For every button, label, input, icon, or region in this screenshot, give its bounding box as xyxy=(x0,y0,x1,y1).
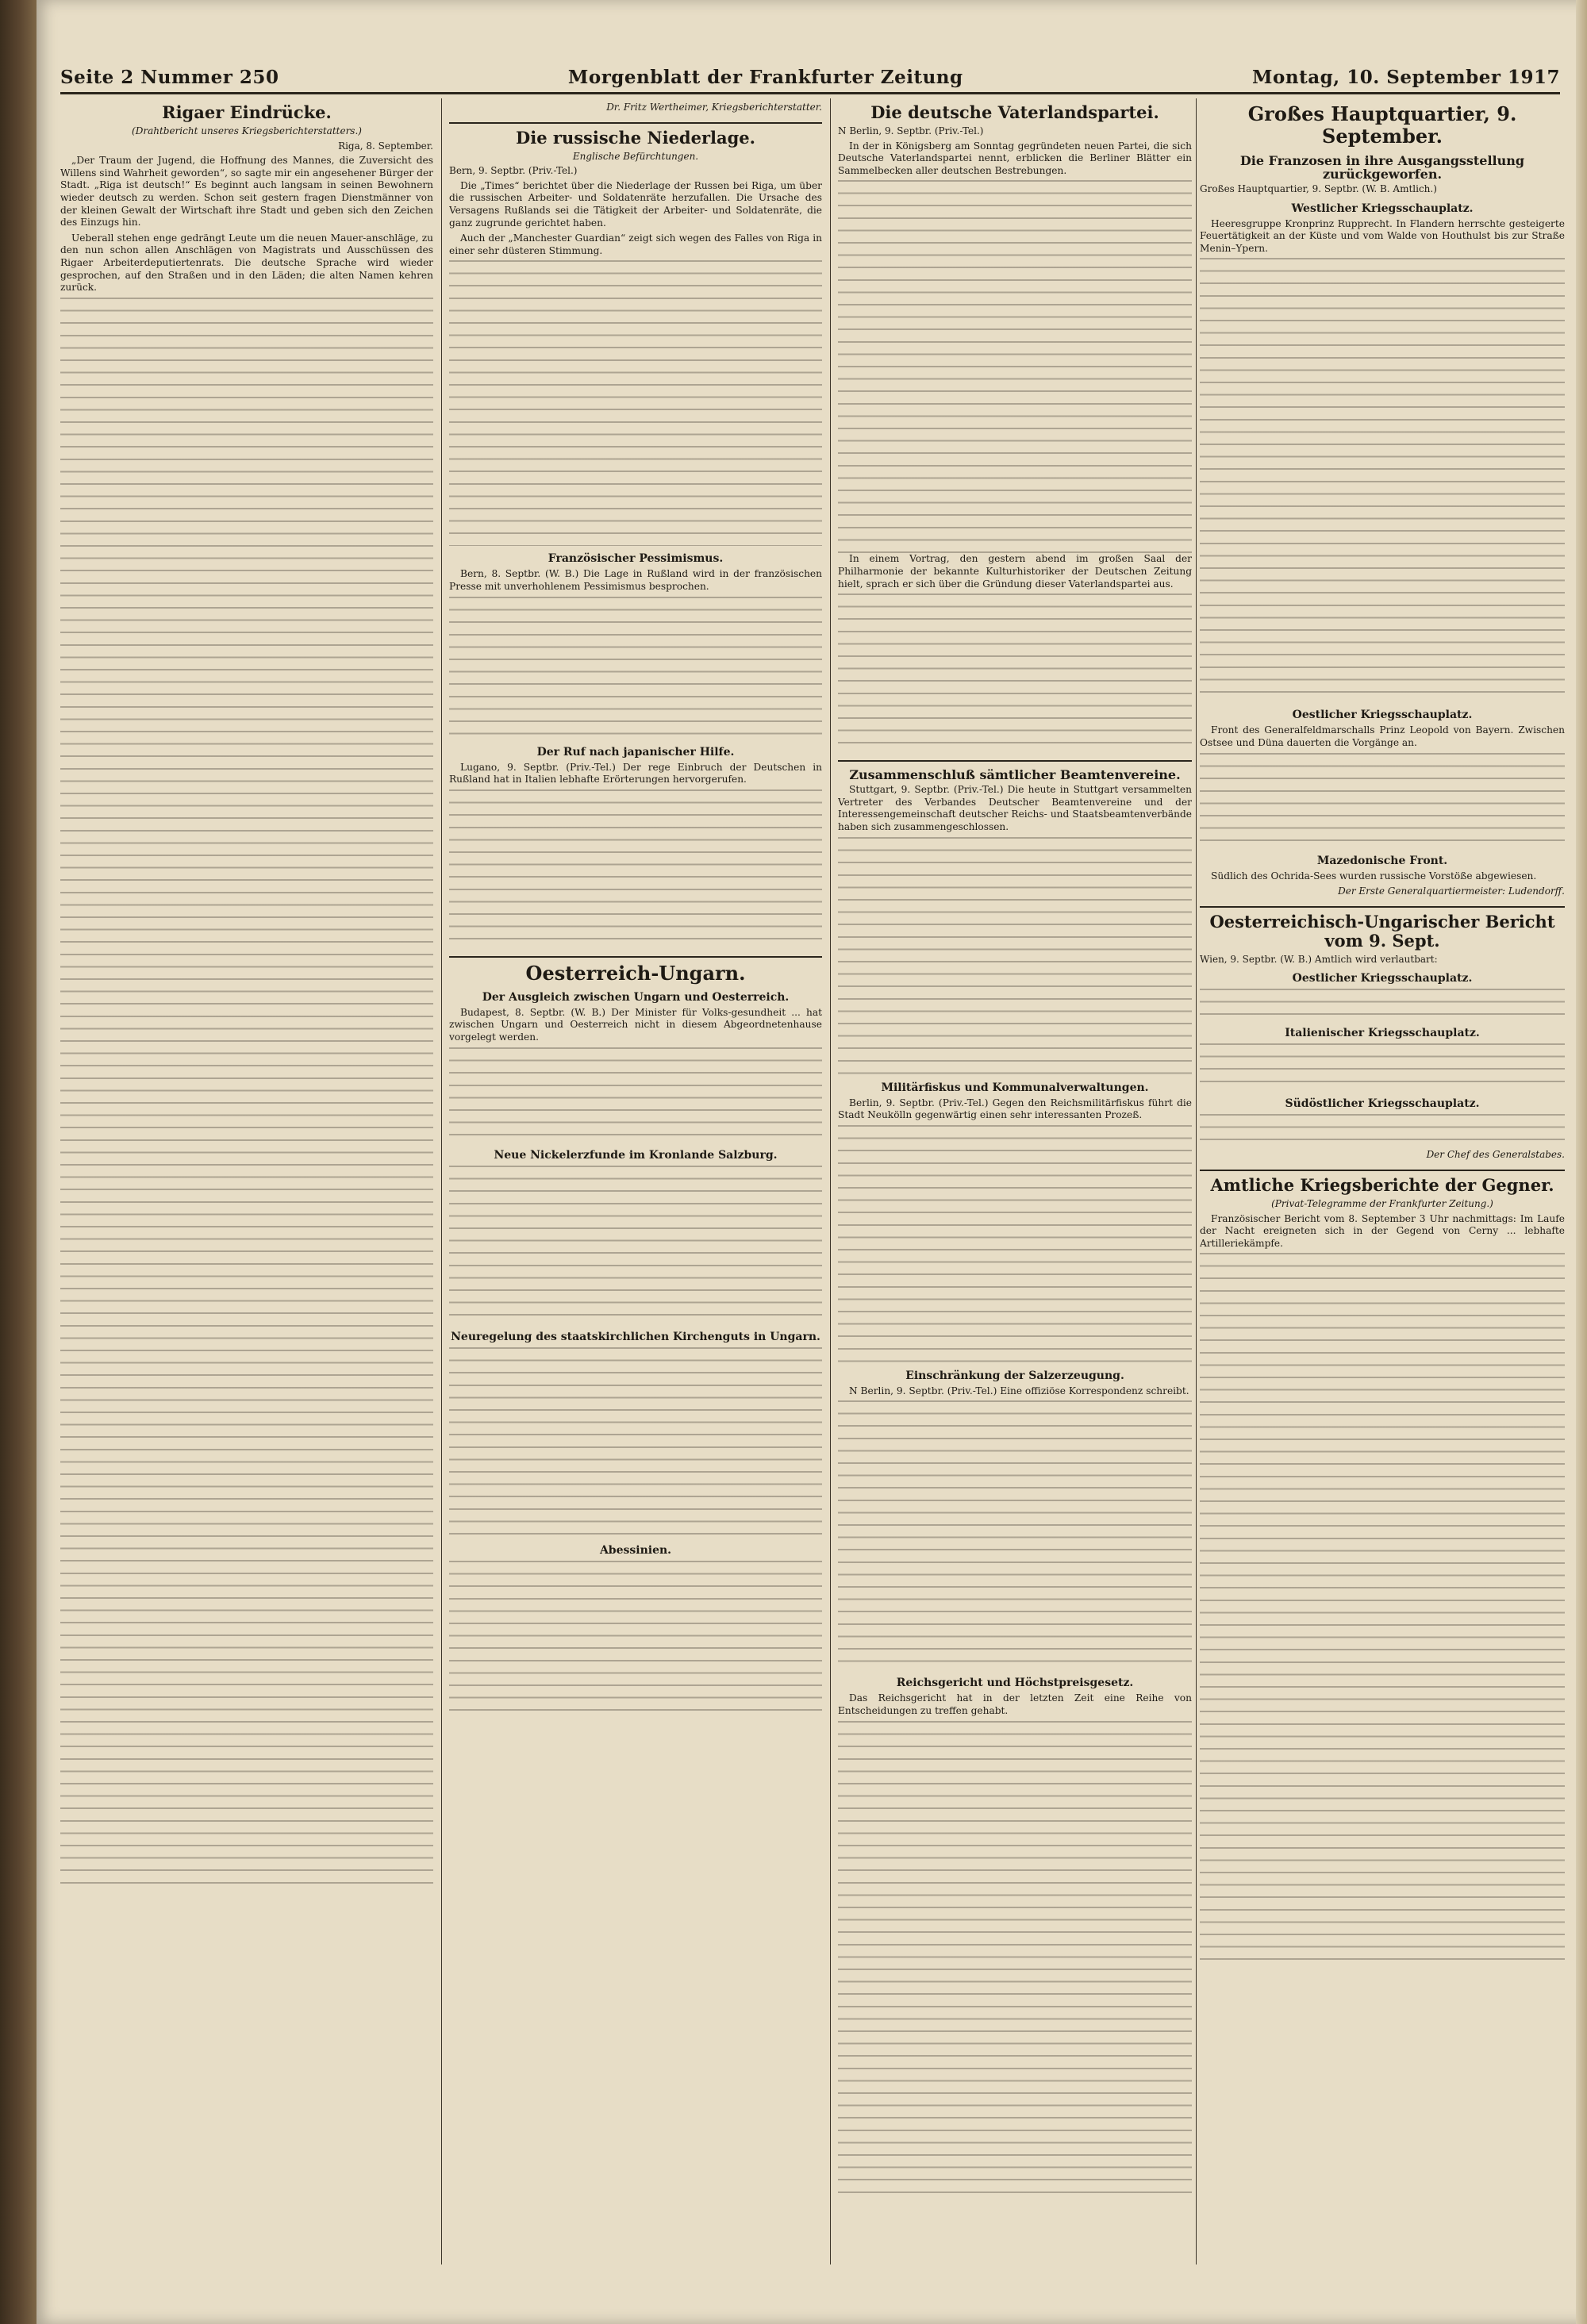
body-text-lines xyxy=(838,180,1192,553)
separator xyxy=(449,122,822,124)
dateline: Riga, 8. September. xyxy=(338,140,433,152)
section-heading: Neue Nickelerzfunde im Kronlande Salzburg. xyxy=(494,1148,778,1162)
column-3 xyxy=(838,98,1192,2264)
signoff: Der Chef des Generalstabes. xyxy=(1426,1149,1565,1161)
header-date: Montag, 10. September 1917 xyxy=(1252,66,1560,88)
signoff: Der Erste Generalquartiermeister: Ludendorff. xyxy=(1338,885,1565,897)
separator xyxy=(449,956,822,958)
body-text-lines xyxy=(1200,989,1565,1020)
article-title: Amtliche Kriegsberichte der Gegner. xyxy=(1210,1174,1554,1195)
separator xyxy=(1200,1170,1565,1171)
article-title: Rigaer Eindrücke. xyxy=(162,102,332,122)
column-2 xyxy=(449,98,822,2264)
paragraph: Das Reichsgericht hat in der letzten Zeit eine Reihe von Entscheidungen zu treffen gehabt. xyxy=(838,1692,1192,1716)
section-heading: Oestlicher Kriegsschauplatz. xyxy=(1292,972,1473,985)
dateline: Großes Hauptquartier, 9. Septbr. (W. B. Amtlich.) xyxy=(1200,183,1437,194)
section-heading: Westlicher Kriegsschauplatz. xyxy=(1291,202,1474,215)
body-text-lines xyxy=(449,597,822,739)
dateline: N Berlin, 9. Septbr. (Priv.-Tel.) xyxy=(838,125,984,136)
body-text-lines xyxy=(838,837,1192,1075)
article-title: Die deutsche Vaterlandspartei. xyxy=(870,102,1159,122)
section-heading: Oestlicher Kriegsschauplatz. xyxy=(1292,709,1473,722)
section-heading: Militärfiskus und Kommunalverwaltungen. xyxy=(881,1081,1149,1094)
article-title: Großes Hauptquartier, 9. September. xyxy=(1247,102,1517,148)
column-4 xyxy=(1200,98,1565,2264)
paragraph: In einem Vortrag, den gestern abend im großen Saal der Philharmonie der bekannte Kulturhistoriker der Deutschen Zeitung hielt, sprach er sich über die Gründung dieser Vaterlandspartei aus. xyxy=(838,553,1192,590)
body-text-lines xyxy=(838,1125,1192,1363)
body-text-lines xyxy=(449,260,822,546)
article-subtitle: (Privat-Telegramme der Frankfurter Zeitung.) xyxy=(1271,1197,1493,1209)
paragraph: Auch der „Manchester Guardian“ zeigt sich wegen des Falles von Riga in einer sehr düsteren Stimmung. xyxy=(449,232,822,256)
paragraph: „Der Traum der Jugend, die Hoffnung des Mannes, die Zuversicht des Willens sind Wahrheit geworden“, so sagte mir ein angesehener Bürger der Stadt. „Riga ist deutsch!“ Es beginnt auch langsam in seinen Bewohnern wieder deutsch zu werden. Schon seit gestern fragen Dienstmänner von der kleinen Gewalt der Wirtschaft ihre Stadt und geben sich den Zeichen des Einzugs hin. xyxy=(60,155,433,229)
page-header xyxy=(60,62,1560,94)
article-subtitle: (Drahtbericht unseres Kriegsberichterstatters.) xyxy=(132,125,362,136)
section-heading: Der Ruf nach japanischer Hilfe. xyxy=(536,745,735,759)
body-text-lines xyxy=(838,1721,1192,2197)
section-heading: Italienischer Kriegsschauplatz. xyxy=(1285,1027,1480,1040)
dateline: Wien, 9. Septbr. (W. B.) Amtlich wird verlautbart: xyxy=(1200,953,1438,965)
page-edge xyxy=(1576,0,1587,2324)
body-text-lines xyxy=(60,298,433,1884)
section-heading: Zusammenschluß sämtlicher Beamtenvereine. xyxy=(849,767,1181,783)
section-heading: Abessinien. xyxy=(599,1543,672,1557)
paragraph: Französischer Bericht vom 8. September 3 Uhr nachmittags: Im Laufe der Nacht ereigneten sich in der Gegend von Cerny ... lebhafte Artilleriekämpfe. xyxy=(1200,1212,1565,1249)
paragraph: Berlin, 9. Septbr. (Priv.-Tel.) Gegen den Reichsmilitärfiskus führt die Stadt Neukölln gegenwärtig einen sehr interessanten Prozeß. xyxy=(838,1097,1192,1121)
section-heading: Der Ausgleich zwischen Ungarn und Oesterreich. xyxy=(482,990,790,1004)
signature: Dr. Fritz Wertheimer, Kriegsberichterstatter. xyxy=(606,102,822,113)
paragraph: Südlich des Ochrida-Sees wurden russische Vorstöße abgewiesen. xyxy=(1211,870,1537,882)
paragraph: Budapest, 8. Septbr. (W. B.) Der Minister für Volks-gesundheit ... hat zwischen Ungarn und Oesterreich nicht in diesem Abgeordnetenhause vorgelegt werden. xyxy=(449,1006,822,1043)
body-text-lines xyxy=(449,1047,822,1143)
article-subtitle: Die Franzosen in ihre Ausgangsstellung zurückgeworfen. xyxy=(1239,153,1525,182)
column-rule xyxy=(830,98,831,2264)
column-1 xyxy=(60,98,433,2264)
header-page-number: Seite 2 Nummer 250 xyxy=(60,66,279,88)
section-heading: Einschränkung der Salzerzeugung. xyxy=(905,1369,1124,1382)
article-subtitle: Englische Befürchtungen. xyxy=(572,150,699,162)
body-text-lines xyxy=(838,593,1192,752)
section-heading: Reichsgericht und Höchstpreisgesetz. xyxy=(896,1677,1134,1690)
binding-edge xyxy=(0,0,37,2324)
body-text-lines xyxy=(449,789,822,948)
body-text-lines xyxy=(1200,1114,1565,1146)
section-heading: Neuregelung des staatskirchlichen Kirchenguts in Ungarn. xyxy=(451,1330,820,1343)
column-rule xyxy=(1196,98,1197,2264)
paragraph: Die „Times“ berichtet über die Niederlage der Russen bei Riga, um über die russischen Arbeiter- und Soldatenräte herzufallen. Die Ursache des Versagens Rußlands sei die Tätigkeit der Arbeiter- und Soldatenräte, die ganz zugrunde gerichtet haben. xyxy=(449,179,822,229)
header-masthead: Morgenblatt der Frankfurter Zeitung xyxy=(567,66,963,88)
body-text-lines xyxy=(1200,753,1565,848)
body-text-lines xyxy=(449,1166,822,1324)
body-text-lines xyxy=(1200,258,1565,702)
article-title: Oesterreich-Ungarn. xyxy=(525,961,746,985)
body-text-lines xyxy=(1200,1043,1565,1091)
paragraph: N Berlin, 9. Septbr. (Priv.-Tel.) Eine offiziöse Korrespondenz schreibt. xyxy=(849,1385,1189,1396)
dateline: Bern, 9. Septbr. (Priv.-Tel.) xyxy=(449,165,578,177)
body-text-lines xyxy=(449,1347,822,1538)
body-text-lines xyxy=(449,1561,822,1719)
body-text-lines xyxy=(838,1400,1192,1670)
body-text-lines xyxy=(1200,1253,1565,1967)
paragraph: Front des Generalfeldmarschalls Prinz Leopold von Bayern. Zwischen Ostsee und Düna dauerten die Vorgänge an. xyxy=(1200,724,1565,748)
section-heading: Südöstlicher Kriegsschauplatz. xyxy=(1285,1097,1480,1111)
paragraph: Heeresgruppe Kronprinz Rupprecht. In Flandern herrschte gesteigerte Feuertätigkeit an der Küste und vom Walde von Houthulst bis zur Straße Menin–Ypern. xyxy=(1200,217,1565,254)
article-title: Oesterreichisch-Ungarischer Bericht vom 9. Sept. xyxy=(1209,911,1555,951)
paragraph: Stuttgart, 9. Septbr. (Priv.-Tel.) Die heute in Stuttgart versammelten Vertreter des Verbandes Deutscher Beamtenvereine und der Interessengemeinschaft deutscher Reichs- und Staatsbeamtenverbände haben sich zusammengeschlossen. xyxy=(838,784,1192,832)
separator xyxy=(838,760,1192,762)
section-heading: Französischer Pessimismus. xyxy=(548,552,724,566)
section-heading: Mazedonische Front. xyxy=(1316,854,1448,867)
article-title: Die russische Niederlage. xyxy=(516,127,755,148)
separator xyxy=(1200,906,1565,908)
column-rule xyxy=(441,98,442,2264)
paragraph: In der in Königsberg am Sonntag gegründeten neuen Partei, die sich Deutsche Vaterlandspartei nennt, erblicken die Berliner Blätter ein Sammelbecken aller deutschen Bestrebungen. xyxy=(838,140,1192,176)
paragraph: Ueberall stehen enge gedrängt Leute um die neuen Mauer-anschläge, zu den nun schon allen Anschlägen von Magistrats und Ausschüssen des Rigaer Arbeiterdeputiertenrats. Die deutsche Sprache wird wieder gesprochen, auf den Straßen und in den Läden; die alten Namen kehren zurück. xyxy=(60,232,433,294)
paragraph: Bern, 8. Septbr. (W. B.) Die Lage in Rußland wird in der französischen Presse mit unverhohlenem Pessimismus besprochen. xyxy=(449,568,822,592)
paragraph: Lugano, 9. Septbr. (Priv.-Tel.) Der rege Einbruch der Deutschen in Rußland hat in Italien lebhafte Erörterungen hervorgerufen. xyxy=(449,761,822,786)
